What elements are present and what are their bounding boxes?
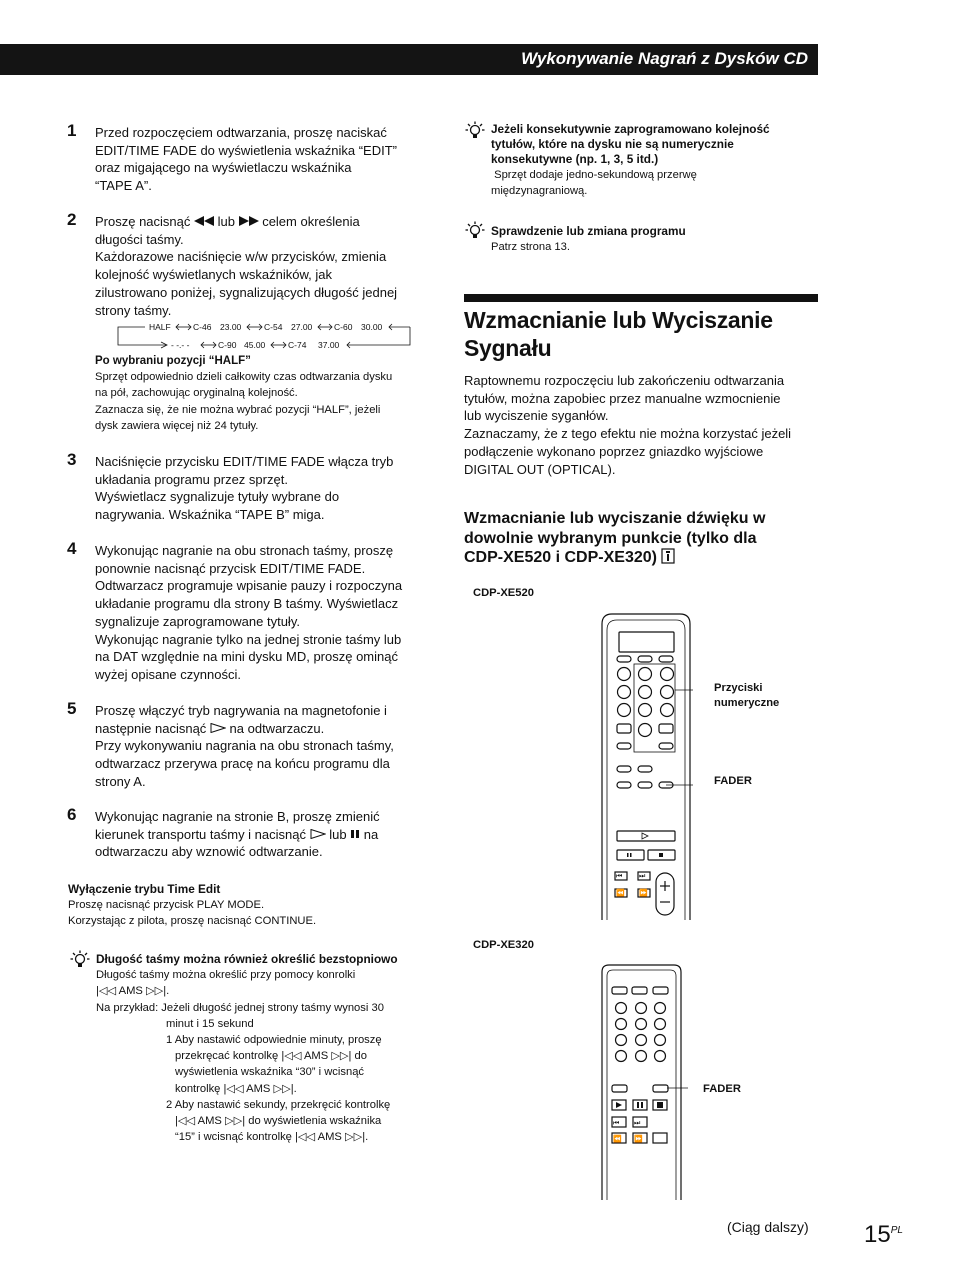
pause-icon xyxy=(350,829,360,839)
tape-label: C-90 xyxy=(218,340,237,350)
svg-text:⏮: ⏮ xyxy=(616,873,623,880)
tip-consecutive: Jeżeli konsekutywnie zaprogramowano kolejność tytułów, które na dysku nie są numerycznie konsekutywne (np. 1, 3, 5 itd.) Sprzęt dodaje jedno-sekundową przerwę międzynagraniową. xyxy=(491,122,770,198)
next-track-icon: ▷▷| xyxy=(273,1082,294,1095)
svg-text:⏩: ⏩ xyxy=(634,1136,643,1143)
tape-label: 23.00 xyxy=(220,322,242,332)
tip-program: Sprawdzenie lub zmiana programu Patrz strona 13. xyxy=(491,224,686,254)
rewind-icon xyxy=(194,216,214,226)
tape-length-diagram xyxy=(115,320,415,352)
section-rule xyxy=(464,294,818,302)
tape-label: C-54 xyxy=(264,322,283,332)
play-icon xyxy=(210,723,226,733)
svg-text:⏪: ⏪ xyxy=(616,890,625,897)
header-title: Wykonywanie Nagrań z Dysków CD xyxy=(521,49,808,68)
next-track-icon: ▷▷| xyxy=(344,1131,366,1144)
tape-label: 30.00 xyxy=(361,322,383,332)
prev-track-icon: |◁◁ xyxy=(175,1115,196,1128)
tape-label: HALF xyxy=(149,322,171,332)
remote-cdp-xe320 xyxy=(598,962,688,1202)
svg-text:⏭: ⏭ xyxy=(639,873,646,880)
step-number: 3 xyxy=(67,450,77,469)
fader-label: FADER xyxy=(714,775,752,787)
numeric-buttons-label: Przyciski numeryczne xyxy=(714,682,780,709)
svg-text:⏪: ⏪ xyxy=(613,1136,622,1143)
tape-label: 45.00 xyxy=(244,340,266,350)
svg-text:⏮: ⏮ xyxy=(613,1120,620,1127)
tip-tape-length: Długość taśmy można również określić bezstopniowo Długość taśmy można określić przy pomocy konrolki |◁◁ AMS ▷▷|. Na przykład: Jeżeli długość jednej strony taśmy wynosi 30 minut i 15 sekund 1 Aby nastawić odpowiednie minuty, proszę przekręcać kontrolkę |◁◁ AMS ▷▷| do wyświetlenia wskaźnika “30” i wcisnąć kontrolkę |◁◁ AMS ▷▷|. 2 Aby nastawić sekundy, przekręcić kontrolkę |◁◁ AMS ▷▷| do wyświetlenia wskaźnika “15” i wcisnąć kontrolkę |◁◁ AMS ▷▷|. xyxy=(96,952,398,1144)
step-number: 6 xyxy=(67,805,77,824)
next-track-icon: ▷▷| xyxy=(224,1115,246,1128)
half-note: Po wybraniu pozycji “HALF” Sprzęt odpowiednio dzieli całkowity czas odtwarzania dysku na pół, zachowując oryginalną kolejność. Zaznacza się, że nie można wybrać pozycji “HALF”, jeżeli dysk zawiera więcej niż 24 tytuły. xyxy=(95,355,393,432)
step-number: 4 xyxy=(67,539,77,558)
tip-bulb-icon xyxy=(70,950,90,970)
tape-label: C-74 xyxy=(288,340,307,350)
tip-bulb-icon xyxy=(465,221,485,241)
step-number: 5 xyxy=(67,699,77,718)
step-2-text: Proszę nacisnąć lub celem określenia długości taśmy. Każdorazowe naciśnięcie w/w przycisków, zmienia kolejność wyświetlanych wskaźników, jak zilustrowano poniżej, sygnalizujących długość jednej strony taśmy. xyxy=(95,214,398,318)
step-number: 1 xyxy=(67,121,77,140)
tape-label: - -.- - xyxy=(171,340,190,350)
step-3-text: Naciśnięcie przycisku EDIT/TIME FADE włącza tryb układania programu przez sprzęt. Wyświetlacz sygnalizuje tytuły wybrane do nagrywania. Wskaźnika “TAPE B” miga. xyxy=(95,454,394,523)
tape-label: 27.00 xyxy=(291,322,313,332)
step-4-text: Wykonując nagranie na obu stronach taśmy, proszę ponownie nacisnąć przycisk EDIT/TIME FADE. Odtwarzacz programuje wpisanie pauzy i rozpoczyna układanie programu dla strony B taśmy. Wyświetlacz sygnalizuje zaprogramowane tytuły. Wykonując nagranie tylko na jednej stronie taśmy lub na DAT względnie na mini dysku MD, proszę ominąć wyżej opisane czynności. xyxy=(95,543,403,682)
step-6-text: Wykonując nagranie na stronie B, proszę zmienić kierunek transportu taśmy i nacisnąć lub na odtwarzaczu aby wznowić odtwarzanie. xyxy=(95,809,380,860)
tip-bulb-icon xyxy=(465,121,485,141)
tape-label: C-60 xyxy=(334,322,353,332)
tape-label: 37.00 xyxy=(318,340,340,350)
prev-track-icon: |◁◁ xyxy=(223,1082,244,1095)
header-bar xyxy=(0,44,818,75)
fader-label: FADER xyxy=(703,1083,741,1095)
time-edit-note: Wyłączenie trybu Time Edit Proszę nacisnąć przycisk PLAY MODE. Korzystając z pilota, proszę nacisnąć CONTINUE. xyxy=(68,882,317,928)
subheading: Wzmacnianie lub wyciszanie dźwięku w dowolnie wybranym punkcie (tylko dla CDP-XE520 i CDP-XE320) xyxy=(464,510,766,566)
section-title: Wzmacnianie lub Wyciszanie Sygnału xyxy=(464,307,773,361)
next-track-icon: ▷▷| xyxy=(145,985,167,998)
step-1-text: Przed rozpoczęciem odtwarzania, proszę naciskać EDIT/TIME FADE do wyświetlenia wskaźnika “EDIT” oraz migającego na wyświetlaczu wskaźnika “TAPE A”. xyxy=(95,125,397,194)
prev-track-icon: |◁◁ xyxy=(281,1050,302,1063)
remote-cdp-xe520 xyxy=(598,610,693,920)
tape-label: C-46 xyxy=(193,322,212,332)
remote-model-label: CDP-XE520 xyxy=(473,587,534,599)
play-icon xyxy=(310,829,326,839)
prev-track-icon: |◁◁ xyxy=(295,1131,316,1144)
svg-text:⏩: ⏩ xyxy=(639,890,648,897)
step-number: 2 xyxy=(67,210,77,229)
remote-icon xyxy=(661,548,675,564)
page-number: $15^{PL}$ xyxy=(864,1221,903,1248)
step-5-text: Proszę włączyć tryb nagrywania na magnetofonie i następnie nacisnąć na odtwarzaczu. Przy wykonywaniu nagrania na obu stronach taśmy, odtwarzacz przerywa pracę na końcu programu dla strony A. xyxy=(95,703,394,789)
continued-label: (Ciąg dalszy) xyxy=(727,1219,809,1235)
prev-track-icon: |◁◁ xyxy=(96,985,117,998)
next-track-icon: ▷▷| xyxy=(331,1050,352,1063)
remote-model-label: CDP-XE320 xyxy=(473,939,534,951)
fast-forward-icon xyxy=(239,216,259,226)
section-body: Raptownemu rozpoczęciu lub zakończeniu odtwarzania tytułów, można zapobiec przez manualne wzmocnienie lub wyciszenie syganłów. Zaznaczamy, że z tego efektu nie można korzystać jeżeli podłączenie wykonano poprzez gniazdko wyjściowe DIGITAL OUT (OPTICAL). xyxy=(464,373,792,477)
svg-text:⏭: ⏭ xyxy=(634,1120,641,1127)
